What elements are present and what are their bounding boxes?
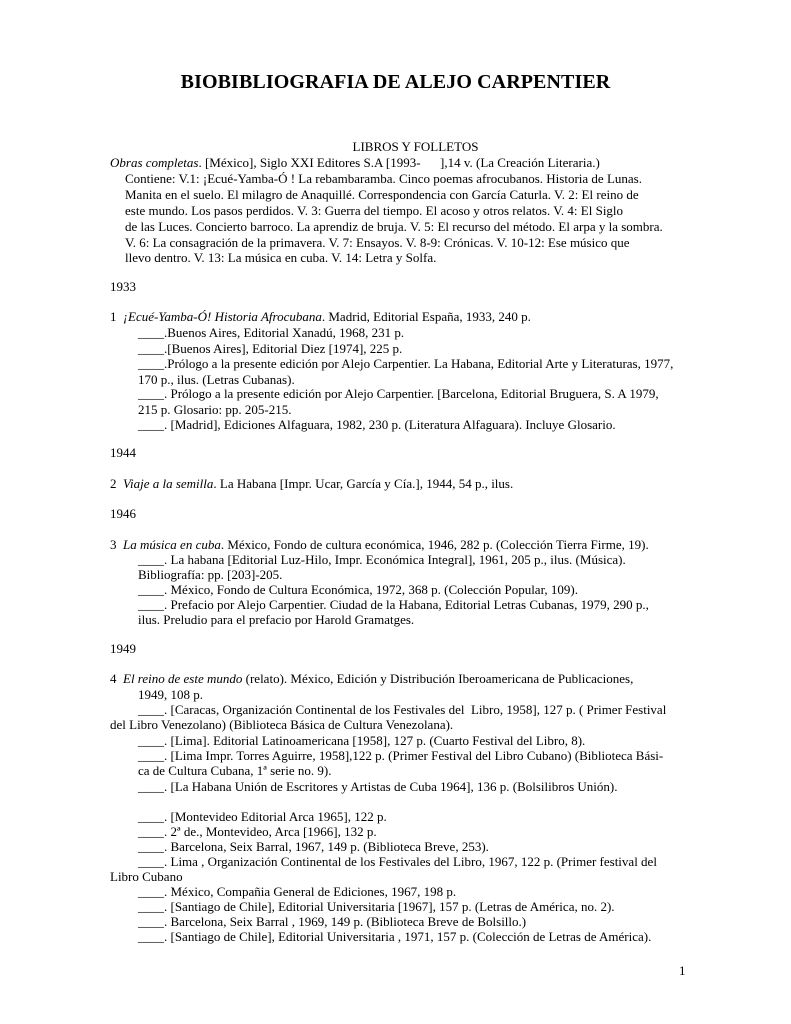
entry-line: ____. La habana [Editorial Luz-Hilo, Impr. Económica Integral], 1961, 205 p., ilus. (Música). bbox=[138, 552, 626, 567]
entry-line: ____. [Lima Impr. Torres Aguirre, 1958],122 p. (Primer Festival del Libro Cubano) (Biblioteca Bási- bbox=[138, 748, 664, 763]
entry-line: ____. Lima , Organización Continental de los Festivales del Libro, 1967, 122 p. (Primer festival del bbox=[138, 854, 657, 869]
entry-line: ____. [Santiago de Chile], Editorial Universitaria , 1971, 157 p. (Colección de Letras de América). bbox=[138, 929, 652, 944]
intro-line: llevo dentro. V. 13: La música en cuba. V. 14: Letra y Solfa. bbox=[125, 250, 437, 265]
entry-line: 170 p., ilus. (Letras Cubanas). bbox=[138, 372, 295, 387]
entry-line: ____. Prefacio por Alejo Carpentier. Ciudad de la Habana, Editorial Letras Cubanas, 1979, 290 p., bbox=[138, 597, 649, 612]
page-title: BIOBIBLIOGRAFIA DE ALEJO CARPENTIER bbox=[180, 71, 611, 93]
entry-title: El reino de este mundo bbox=[123, 671, 243, 686]
page-number: 1 bbox=[679, 963, 686, 978]
year-heading: 1949 bbox=[110, 641, 136, 656]
intro-line: Manita en el suelo. El milagro de Anaquillé. Correspondencia con García Caturla. V. 2: El reino de bbox=[125, 187, 639, 202]
entry-line: ____. [La Habana Unión de Escritores y Artistas de Cuba 1964], 136 p. (Bolsilibros Unión). bbox=[138, 779, 618, 794]
entry-line: ____. Barcelona, Seix Barral , 1969, 149 p. (Biblioteca Breve de Bolsillo.) bbox=[138, 914, 527, 929]
intro-line: Contiene: V.1: ¡Ecué-Yamba-Ó ! La rebambaramba. Cinco poemas afrocubanos. Historia de Lunas. bbox=[125, 171, 642, 186]
section-heading: LIBROS Y FOLLETOS bbox=[352, 139, 479, 154]
entry-line: ____. México, Fondo de Cultura Económica, 1972, 368 p. (Colección Popular, 109). bbox=[138, 582, 578, 597]
entry-line: ____. [Caracas, Organización Continental de los Festivales del Libro, 1958], 127 p. ( Primer Festival bbox=[138, 702, 667, 717]
entry-line: ____. México, Compañia General de Ediciones, 1967, 198 p. bbox=[138, 884, 457, 899]
year-heading: 1944 bbox=[110, 445, 136, 460]
entry-heading: 2 Viaje a la semilla. La Habana [Impr. Ucar, García y Cía.], 1944, 54 p., ilus. bbox=[110, 476, 514, 491]
entry-line: 1949, 108 p. bbox=[138, 687, 203, 702]
entry-title: ¡Ecué-Yamba-Ó! Historia Afrocubana bbox=[123, 309, 322, 324]
entry-heading: 4 El reino de este mundo (relato). México, Edición y Distribución Iberoamericana de Publicaciones, bbox=[110, 671, 634, 686]
entry-line: ____. [Montevideo Editorial Arca 1965], 122 p. bbox=[138, 809, 387, 824]
entry-line: ____. [Santiago de Chile], Editorial Universitaria [1967], 157 p. (Letras de América, no. 2). bbox=[138, 899, 615, 914]
intro-line: V. 6: La consagración de la primavera. V. 7: Ensayos. V. 8-9: Crónicas. V. 10-12: Ese músico que bbox=[125, 235, 630, 250]
entry-title: La música en cuba bbox=[123, 537, 221, 552]
intro-line: este mundo. Los pasos perdidos. V. 3: Guerra del tiempo. El acoso y otros relatos. V. 4: El Siglo bbox=[125, 203, 624, 218]
year-heading: 1933 bbox=[110, 279, 136, 294]
entry-line: del Libro Venezolano) (Biblioteca Básica de Cultura Venezolana). bbox=[110, 717, 454, 732]
entry-heading: 3 La música en cuba. México, Fondo de cultura económica, 1946, 282 p. (Colección Tierra Firme, 19). bbox=[110, 537, 649, 552]
intro-line: Obras completas. [México], Siglo XXI Editores S.A [1993- ],14 v. (La Creación Literaria.) bbox=[110, 155, 600, 170]
entry-line: ca de Cultura Cubana, 1ª serie no. 9). bbox=[138, 763, 332, 778]
intro-line: de las Luces. Concierto barroco. La aprendiz de bruja. V. 5: El recurso del método. El arpa y la sombra. bbox=[125, 219, 663, 234]
year-heading: 1946 bbox=[110, 506, 136, 521]
entry-title: Viaje a la semilla bbox=[123, 476, 214, 491]
entry-line: Libro Cubano bbox=[110, 869, 183, 884]
entry-line: 215 p. Glosario: pp. 205-215. bbox=[138, 402, 292, 417]
entry-line: ____. Prólogo a la presente edición por Alejo Carpentier. [Barcelona, Editorial Bruguera, S. A 1979, bbox=[138, 386, 659, 401]
entry-line: ____.Buenos Aires, Editorial Xanadú, 1968, 231 p. bbox=[138, 325, 405, 340]
entry-line: ____.Prólogo a la presente edición por Alejo Carpentier. La Habana, Editorial Arte y Literaturas, 1977, bbox=[138, 356, 674, 371]
entry-heading: 1 ¡Ecué-Yamba-Ó! Historia Afrocubana. Madrid, Editorial España, 1933, 240 p. bbox=[110, 309, 531, 324]
entry-line: Bibliografía: pp. [203]-205. bbox=[138, 567, 283, 582]
entry-line: ____. [Madrid], Ediciones Alfaguara, 1982, 230 p. (Literatura Alfaguara). Incluye Glosario. bbox=[138, 417, 616, 432]
entry-line: ____. Barcelona, Seix Barral, 1967, 149 p. (Biblioteca Breve, 253). bbox=[138, 839, 489, 854]
entry-line: ____. 2ª de., Montevideo, Arca [1966], 132 p. bbox=[138, 824, 377, 839]
intro-title: Obras completas bbox=[110, 155, 199, 170]
entry-line: ilus. Preludio para el prefacio por Harold Gramatges. bbox=[138, 612, 415, 627]
entry-line: ____.[Buenos Aires], Editorial Diez [1974], 225 p. bbox=[138, 341, 403, 356]
entry-line: ____. [Lima]. Editorial Latinoamericana [1958], 127 p. (Cuarto Festival del Libro, 8). bbox=[138, 733, 586, 748]
